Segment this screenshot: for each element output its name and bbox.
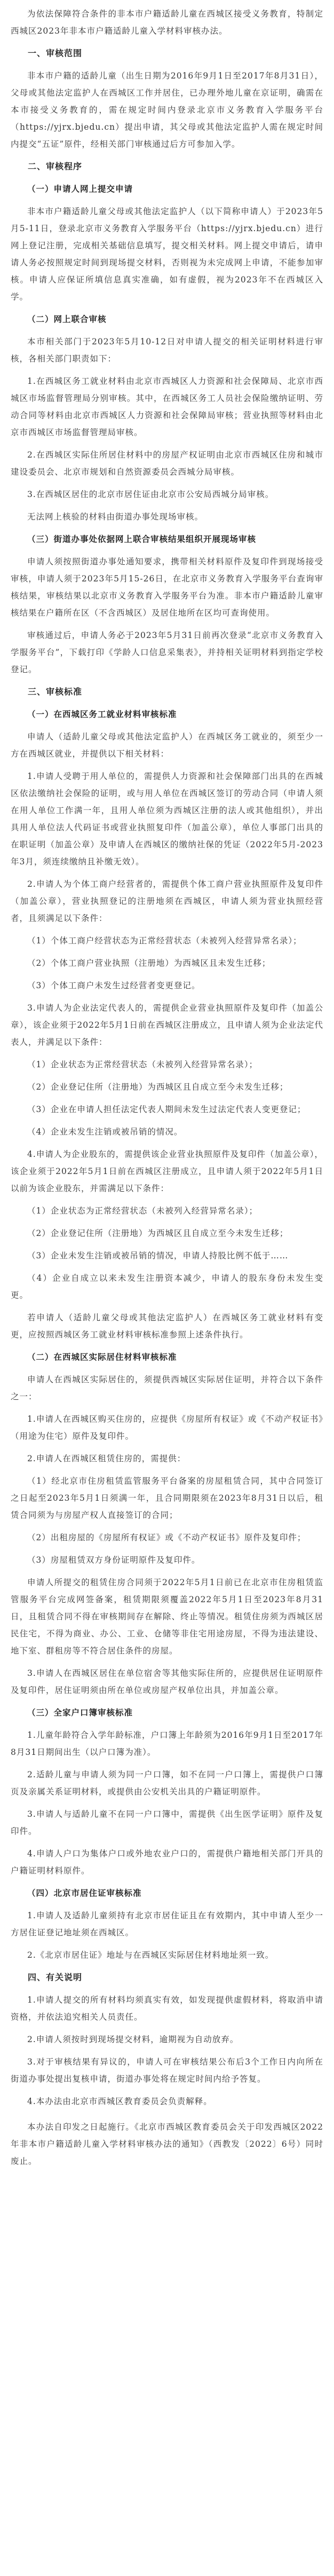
paragraph: 非本市户籍的适龄儿童（出生日期为2016年9月1日至2017年8月31日），父母或其他法定监护人在西城区工作并居住，已办理外地儿童在京证明，确需在本市接受义务教育的，需在规定时间内登录北京市义务教育入学服务平台（https://yjrx.bjedu.cn）提出申请，其父母或其他法定监护人需在规定时间内提交“五证”原件，经相关部门审核通过后方可参加入学。 bbox=[11, 71, 323, 149]
subsection-heading: （一）申请人网上提交申请 bbox=[27, 184, 133, 194]
paragraph: 3.申请人与适龄儿童不在同一户口簿中，需提供《出生医学证明》原件及复印件。 bbox=[11, 1809, 323, 1836]
paragraph: 4.本办法由北京市西城区教育委员会负责解释。 bbox=[27, 2097, 212, 2106]
paragraph: （1）企业状态为正常经营状态（未被列入经营异常名录）； bbox=[27, 1060, 258, 1069]
paragraph: 非本市户籍适龄儿童父母或其他法定监护人（以下简称申请人）于2023年5月5-11日，登录北京市义务教育入学服务平台（https://yjrx.bjedu.cn）进行网上登记注册，完成相关基础信息填写，提交相关材料。网上提交申请后，请申请人务必按照规定时间到现场提交材料，否则视为未完成网上申请，不能参加审核。申请人应保证所填信息真实准确，如有虚假，视为2023年不在西城区入学。 bbox=[11, 207, 323, 302]
paragraph: 申请人所提交的租赁住房合同须于2022年5月1日前已在北京市住房租赁监管服务平台完成网签备案，租赁期限须覆盖2022年5月1日至2023年8月31日，且租赁合同不得在审核期间存在解除、终止等情况。租赁住房须为西城区居民住宅，不得为商业、办公、工业、仓储等非住宅用途房屋，不得为违法建设、地下室、群租房等不符合居住条件的房屋。 bbox=[11, 1578, 323, 1656]
paragraph: 审核通过后，申请人务必于2023年5月31日前再次登录“北京市义务教育入学服务平台”，下载打印《学龄人口信息采集表》，并持相关证明材料到指定学校登记。 bbox=[11, 631, 323, 674]
paragraph: （3）房屋租赁双方身份证明原件及复印件。 bbox=[27, 1555, 201, 1565]
section-heading: 四、有关说明 bbox=[28, 1972, 83, 1982]
paragraph: 若申请人（适龄儿童父母或其他法定监护人）在西城区务工就业材料有变更，应按照西城区务工就业材料审核标准参照上述条件执行。 bbox=[11, 1313, 323, 1340]
subsection-heading: （三）全家户口簿审核标准 bbox=[27, 1708, 133, 1718]
paragraph: 1.申请人及适龄儿童须持有北京市居住证且在有效期内，其中申请人至少一方居住证登记地址须在西城区。 bbox=[11, 1911, 323, 1937]
paragraph: 无法网上核验的材料由街道办事处现场审核。 bbox=[27, 512, 204, 522]
paragraph: 本市相关部门于2023年5月10-12日对申请人提交的相关证明材料进行审核，各相关部门职责如下： bbox=[11, 337, 323, 364]
paragraph: （3）企业在申请人担任法定代表人期间未发生过法定代表人变更登记； bbox=[27, 1105, 306, 1114]
paragraph: （4）企业自成立以来未发生注册资本减少，申请人的股东身份未发生变更。 bbox=[11, 1273, 323, 1300]
paragraph: （2）个体工商户营业执照（注册地）为西城区且未发生迁移； bbox=[27, 958, 271, 968]
subsection-heading: （三）街道办事处依据网上联合审核结果组织开展现场审核 bbox=[27, 534, 257, 544]
paragraph: （4）企业未发生注销或被吊销的情况。 bbox=[27, 1127, 183, 1137]
paragraph: 2.《北京市居住证》地址与在西城区实际居住材料地址须一致。 bbox=[27, 1950, 274, 1960]
paragraph: 3.申请人为企业法定代表人的，需提供企业营业执照原件及复印件（加盖公章），该企业须于2022年5月1日前在西城区注册成立，且申请人须为企业法定代表人，并满足以下条件： bbox=[11, 1003, 323, 1047]
paragraph: （2）出租房屋的《房屋所有权证》或《不动产权证书》原件及复印件； bbox=[27, 1533, 306, 1542]
paragraph: 本办法自印发之日起施行。《北京市西城区教育委员会关于印发西城区2022年非本市户籍适龄儿童入学材料审核办法的通知》（西教发〔2022〕6号）同时废止。 bbox=[11, 2122, 323, 2166]
section-heading: 三、审核标准 bbox=[28, 687, 83, 697]
section-heading: 二、审核程序 bbox=[28, 161, 83, 171]
paragraph: 2.在西城区实际住所居住材料中的房屋产权证明由北京市西城区住房和城市建设委员会、北京市规划和自然资源委员会西城分局审核。 bbox=[11, 450, 323, 477]
paragraph: 2.适龄儿童与申请人须为同一户口簿，如不在同一户口簿上，需提供户口簿页及亲属关系证明材料，或提供由公安机关出具的户籍证明原件。 bbox=[11, 1770, 323, 1797]
paragraph: 1.在西城区务工就业材料由北京市西城区人力资源和社会保障局、北京市西城区市场监督管理局分别审核。其中，在西城区务工人员社会保险缴纳证明、劳动合同等材料由北京市西城区人力资源和社会保障局审核；营业执照等材料由北京市西城区市场监督管理局审核。 bbox=[11, 376, 323, 437]
subsection-heading: （二）在西城区实际居住材料审核标准 bbox=[27, 1352, 177, 1362]
paragraph: 3.在西城区居住的北京市居住证由北京市公安局西城分局审核。 bbox=[27, 490, 274, 499]
paragraph: 2.申请人须按时到现场提交材料，逾期视为自动放弃。 bbox=[27, 2035, 239, 2044]
paragraph: 4.申请人户口为集体户口或外地农业户口的，需提供户籍地相关部门开具的户籍证明材料原件。 bbox=[11, 1849, 323, 1876]
paragraph: 2.申请人在西城区租赁住房的，需提供： bbox=[27, 1454, 186, 1463]
subsection-heading: （一）在西城区务工就业材料审核标准 bbox=[27, 710, 177, 719]
subsection-heading: （二）网上联合审核 bbox=[27, 314, 107, 324]
paragraph: （1）经北京市住房租赁监管服务平台备案的房屋租赁合同，其中合同签订之日起至2023年5月1日须满一年，且合同期限须在2023年8月31日以后，租赁合同须为与房屋产权人直接签订的合同； bbox=[11, 1476, 323, 1520]
section-heading: 一、审核范围 bbox=[28, 48, 83, 58]
paragraph: 3.对于审核结果有异议的，申请人可在审核结果公布后3个工作日内向所在街道办事处提出复核申请，街道办事处将在规定时间内给予答复。 bbox=[11, 2057, 323, 2084]
paragraph: 4.申请人为企业股东的，需提供该企业营业执照原件及复印件（加盖公章），该企业须于2022年5月1日前在西城区注册成立，且申请人须于2022年5月1日以前为该企业股东，并需满足以下条件： bbox=[11, 1149, 323, 1193]
paragraph: 2.申请人为个体工商户经营者的，需提供个体工商户营业执照原件及复印件（加盖公章），营业执照登记的注册地须在西城区，申请人须为营业执照经营者，且须满足以下条件： bbox=[11, 879, 323, 923]
paragraph: （2）企业登记住所（注册地）为西城区且自成立至今未发生迁移； bbox=[27, 1228, 289, 1238]
paragraph: 1.申请人受聘于用人单位的，需提供人力资源和社会保障部门出具的在西城区依法缴纳社会保险的证明，或与用人单位在西城区签订的劳动合同（申请人须在用人单位工作满一年，且用人单位须为西城区注册的法人或其他组织），并出具用人单位法人代码证书或营业执照复印件（加盖公章），单位人事部门出具的在职证明（加盖公章）及申请人在西城区的缴纳社保的凭证（2022年5月-2023年3月，须连续缴纳且补缴无效）。 bbox=[11, 771, 323, 866]
paragraph: 为依法保障符合条件的非本市户籍适龄儿童在西城区接受义务教育，特制定西城区2023年非本市户籍适龄儿童入学材料审核办法。 bbox=[11, 9, 323, 36]
paragraph: （2）企业登记住所（注册地）为西城区且自成立至今未发生迁移； bbox=[27, 1082, 289, 1092]
paragraph: （1）个体工商户经营状态为正常经营状态（未被列入经营异常名录）； bbox=[27, 936, 302, 946]
paragraph: 3.申请人在西城区居住在单位宿舍等其他实际住所的，应提供居住证明原件及复印件，居住证明须由所在单位或房屋产权单位出具，并加盖公章。 bbox=[11, 1668, 323, 1695]
paragraph: （3）个体工商户未发生过经营者变更登记。 bbox=[27, 981, 201, 990]
paragraph: 1.申请人在西城区购买住房的，应提供《房屋所有权证》或《不动产权证书》（用途为住宅）原件及复印件。 bbox=[11, 1414, 323, 1441]
paragraph: （1）企业状态为正常经营状态（未被列入经营异常名录）； bbox=[27, 1206, 258, 1216]
subsection-heading: （四）北京市居住证审核标准 bbox=[27, 1888, 142, 1898]
paragraph: 申请人在西城区实际居住的，须提供西城区实际居住证明，并符合以下条件之一： bbox=[11, 1375, 323, 1401]
paragraph: 申请人（适龄儿童父母或其他法定监护人）在西城区务工就业的，须至少一方在西城区就业，并提供以下相关材料： bbox=[11, 732, 323, 759]
paragraph: （3）企业未发生注销或被吊销的情况，申请人持股比例不低于…… bbox=[27, 1251, 289, 1261]
paragraph: 申请人须按照街道办事处通知要求，携带相关材料原件及复印件到现场接受审核，申请人须于2023年5月15-26日，在北京市义务教育入学服务平台查询审核结果，审核结果以北京市义务教育入学服务平台为准。非本市户籍适龄儿童审核结果在户籍所在区（不含西城区）及居住地所在区均可查询使用。 bbox=[11, 557, 323, 618]
paragraph: 1.申请人提交的所有材料均须真实有效，如发现提供虚假材料，将取消申请资格，并依法追究相关人员责任。 bbox=[11, 1995, 323, 2022]
paragraph: 1.儿童年龄符合入学年龄标准，户口簿上年龄须为2016年9月1日至2017年8月31日期间出生（以户口簿为准）。 bbox=[11, 1730, 324, 1757]
